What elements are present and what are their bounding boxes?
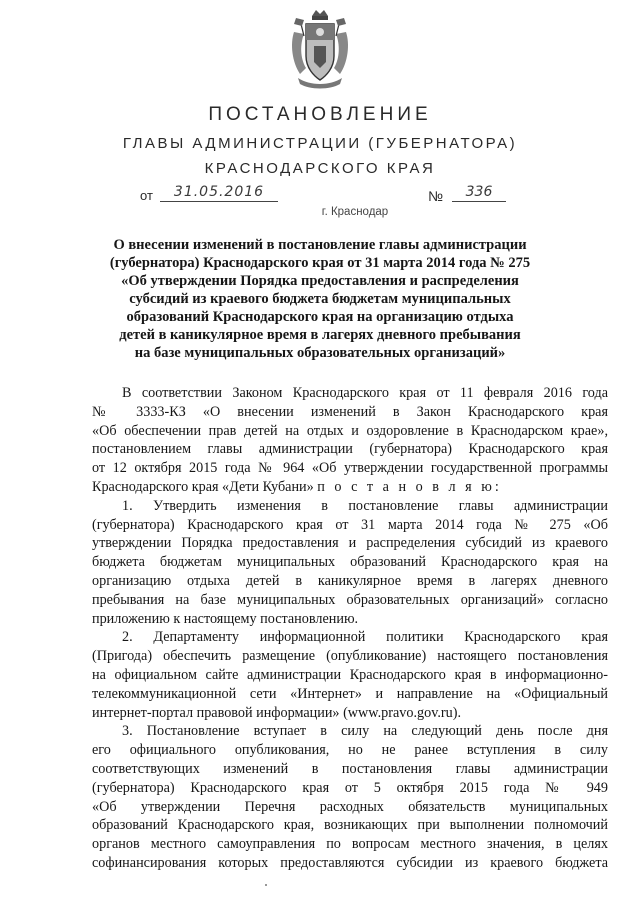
decree-prefix: Краснодарского края «Дети Кубани»: [92, 478, 314, 495]
body-line: на официальном сайте администрации Краснодарского края в информационно-: [92, 666, 608, 683]
title-line: О внесении изменений в постановление главы администрации: [113, 237, 527, 253]
number-label: №: [428, 188, 444, 204]
title-line: субсидий из краевого бюджета бюджетам муниципальных: [129, 291, 511, 307]
title-line: образований Краснодарского края на организацию отдыха: [126, 309, 514, 325]
body-line: его официального опубликования, но не ранее вступления в силу: [92, 742, 608, 759]
body-line: постановлением главы администрации (губернатора) Краснодарского края: [92, 441, 608, 458]
title-line: на базе муниципальных образовательных организаций»: [134, 345, 506, 361]
body-line: интернет-портал правовой информации» (www.pravo.gov.ru).: [92, 704, 461, 721]
body-line: софинансирования которых предоставляются субсидии из краевого бюджета: [92, 854, 608, 871]
scan-speck: [265, 884, 267, 886]
item-2-paragraph: [92, 628, 608, 722]
title-line: (губернатора) Краснодарского края от 31 марта 2014 года № 275: [109, 255, 531, 271]
body-line: В соответствии Законом Краснодарского края от 11 февраля 2016 года: [122, 385, 608, 401]
body-line: 2. Департаменту информационной политики Краснодарского края: [122, 629, 608, 646]
body-line: бюджета бюджетам муниципальных образований Краснодарского края на: [92, 554, 608, 571]
date-label: от: [140, 188, 153, 203]
title-line: детей в каникулярное время в лагерях дневного пребывания: [119, 327, 521, 343]
decree-word: п о с т а н о в л я ю:: [317, 478, 502, 495]
body-line-decree: [62, 478, 608, 497]
item-3-paragraph: [92, 722, 608, 872]
document-date: 31.05.2016: [160, 184, 278, 202]
body-line: организацию отдыха детей в каникулярное время в лагерях дневного: [92, 572, 608, 589]
body-line: пребывания на базе муниципальных образовательных организаций» согласно: [92, 591, 608, 608]
body-line: приложению к настоящему постановлению.: [92, 610, 359, 627]
title-line: «Об утверждении Порядка предоставления и распределения: [121, 273, 519, 289]
city-label: г. Краснодар: [321, 206, 389, 218]
body-line: (Пригода) обеспечить размещение (опубликование) настоящего постановления: [92, 648, 608, 665]
document-number: 336: [452, 184, 506, 202]
document-title: [40, 236, 600, 362]
body-line: образований Краснодарского края, возникающих при выполнении полномочий: [92, 817, 608, 834]
authority-heading: ГЛАВЫ АДМИНИСТРАЦИИ (ГУБЕРНАТОРА): [122, 135, 518, 152]
body-line: телекоммуникационной сети «Интернет» и направление на «Официальный: [92, 685, 608, 702]
body-line: 1. Утвердить изменения в постановление главы администрации: [122, 497, 608, 514]
document-meta: [0, 184, 640, 208]
document-body: [92, 384, 608, 873]
region-heading: КРАСНОДАРСКОГО КРАЯ: [204, 160, 436, 177]
body-line: утверждении Порядка предоставления и распределения субсидий из краевого: [92, 535, 608, 552]
body-line: № 3333-КЗ «О внесении изменений в Закон Краснодарского края: [92, 403, 608, 420]
body-line: от 12 октября 2015 года № 964 «Об утверждении государственной программы: [92, 460, 608, 477]
body-line: 3. Постановление вступает в силу на следующий день после дня: [122, 723, 608, 740]
item-1-paragraph: [92, 497, 608, 629]
coat-of-arms-icon: [290, 10, 350, 90]
doc-type-heading: ПОСТАНОВЛЕНИЕ: [208, 104, 432, 125]
body-line: соответствующих изменений в постановления главы администрации: [92, 760, 608, 777]
body-line: «Об утверждении Перечня расходных обязательств муниципальных: [92, 798, 608, 815]
body-line: «Об обеспечении прав детей на отдых и оздоровление в Краснодарском крае»,: [92, 422, 608, 439]
body-line: (губернатора) Краснодарского края от 5 октября 2015 года № 949: [92, 779, 608, 796]
body-line: органов местного самоуправления по вопросам местного значения, в целях: [92, 836, 608, 853]
intro-paragraph: [92, 384, 608, 497]
body-line: (губернатора) Краснодарского края от 31 марта 2014 года № 275 «Об: [92, 516, 608, 533]
